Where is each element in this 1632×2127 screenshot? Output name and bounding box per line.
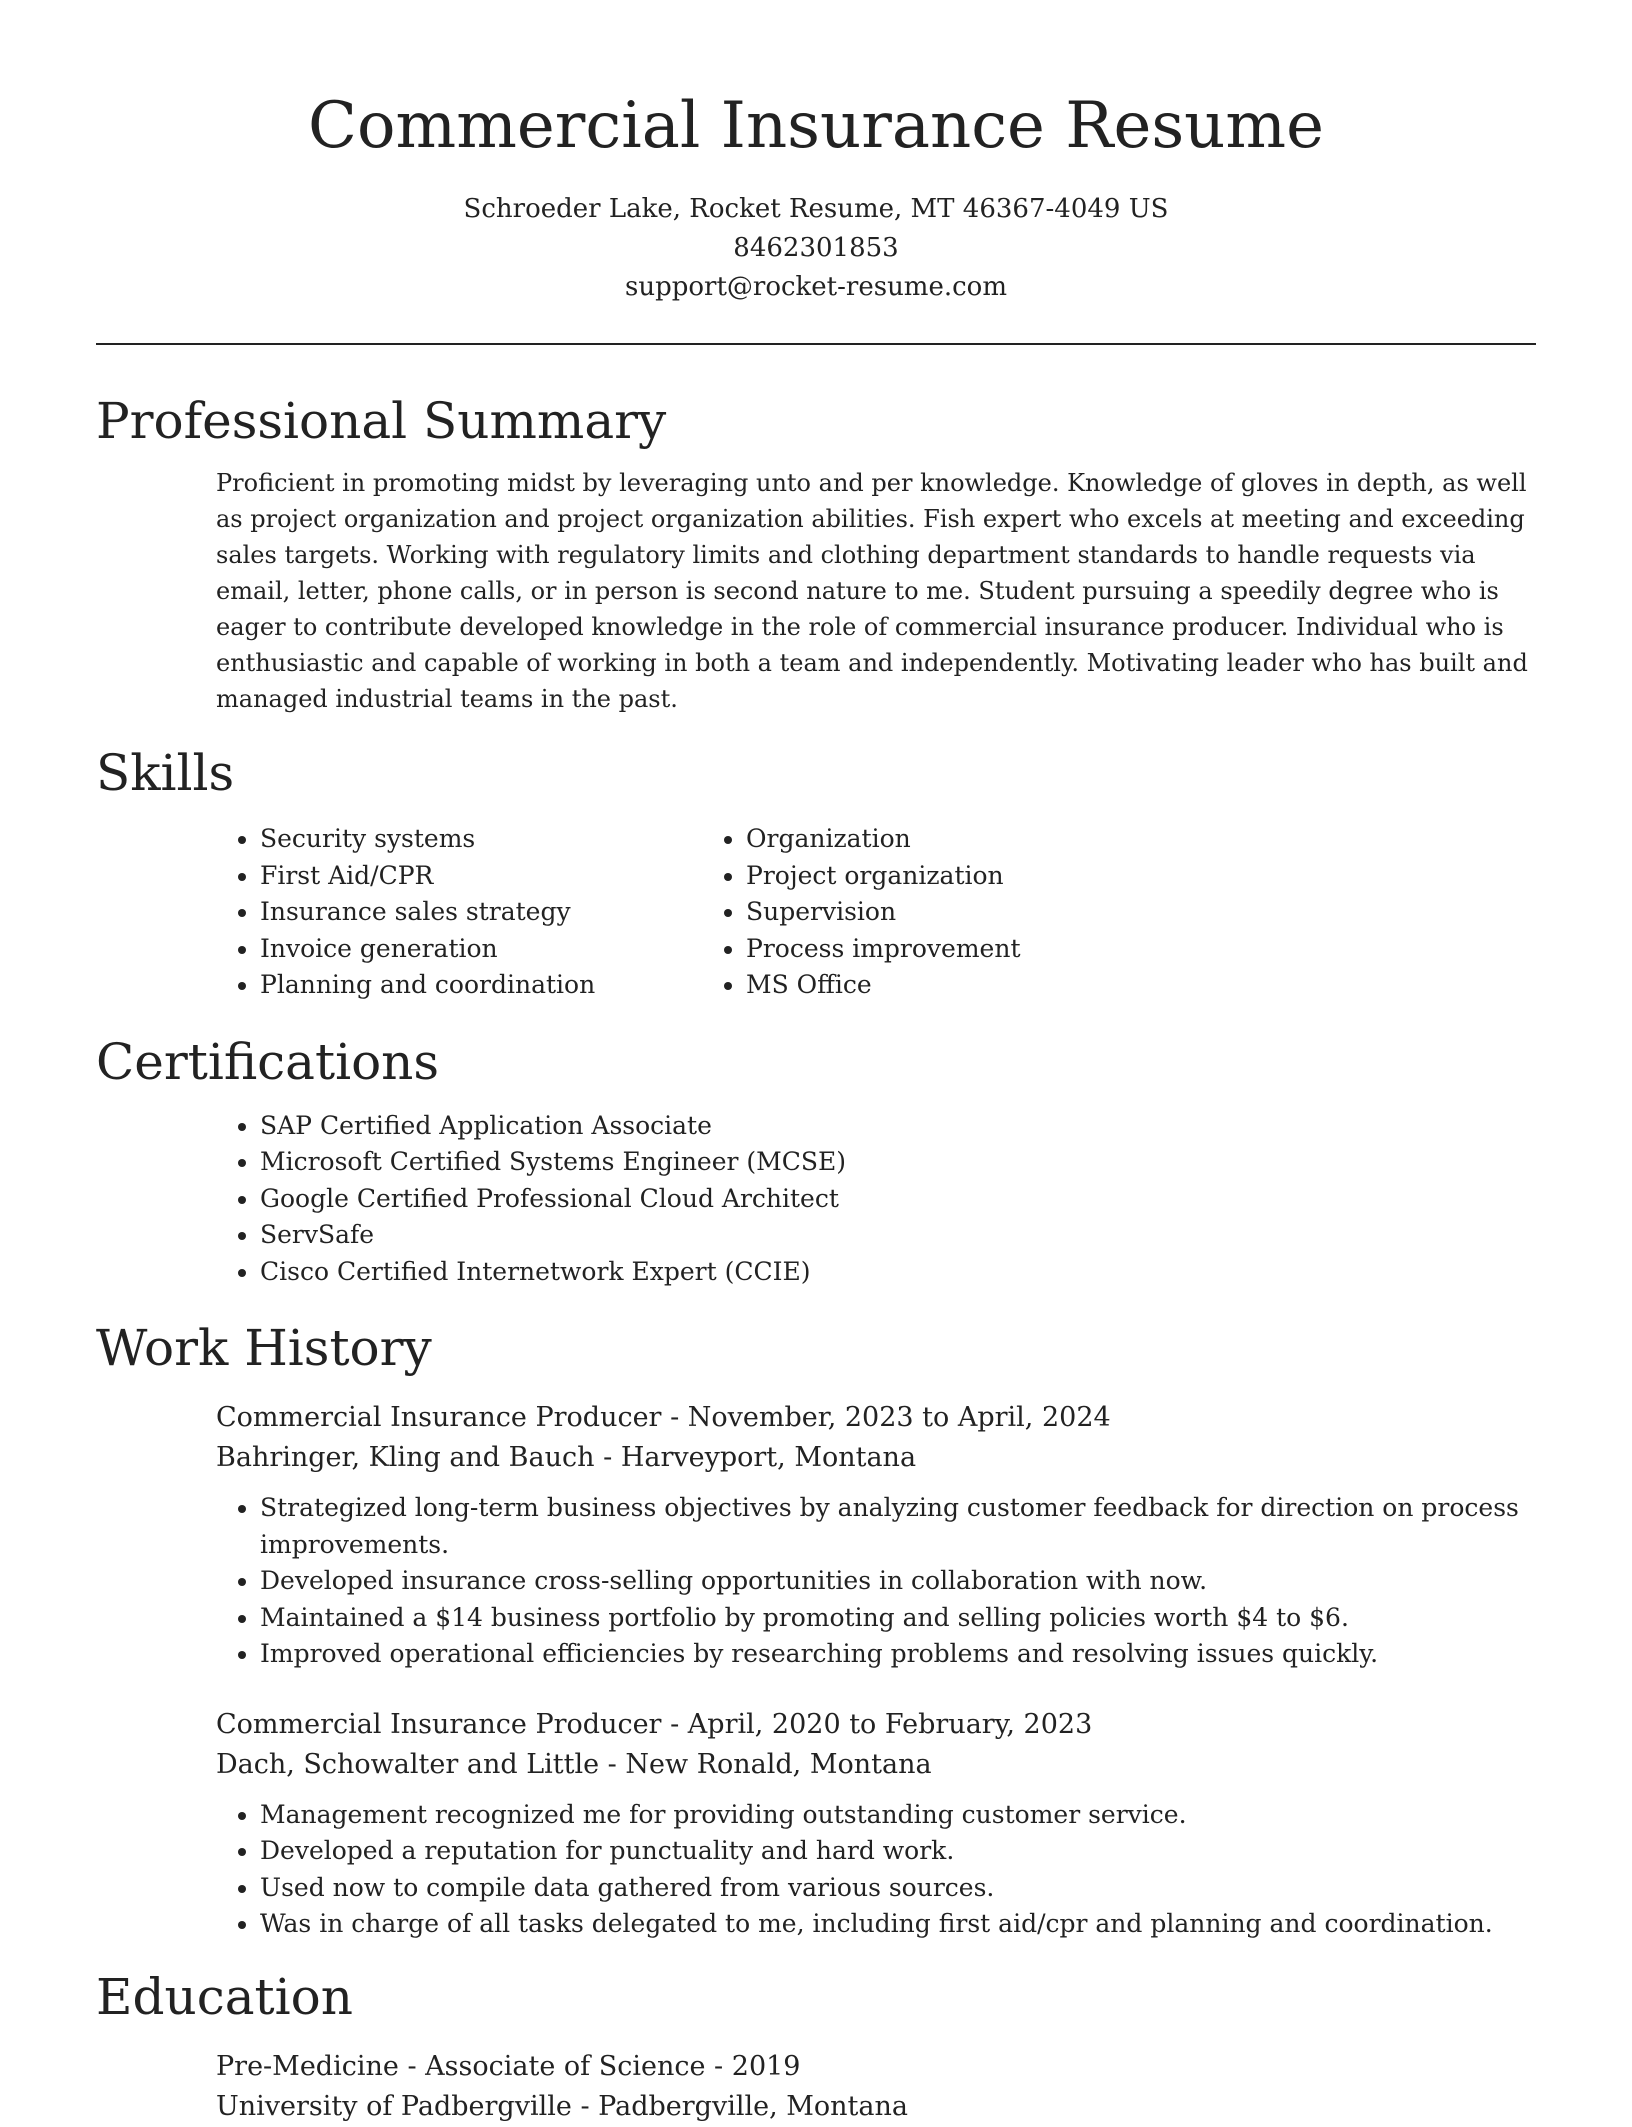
job-title-line	[216, 1705, 1536, 1745]
job-entry	[216, 1398, 1536, 1673]
contact-phone: 8462301853	[733, 233, 899, 263]
certification-item: • Microsoft Certified Systems Engineer (MCSE)	[260, 1144, 1536, 1181]
education-heading: Education	[96, 1967, 353, 2026]
job-duty: • Improved operational efficiencies by researching problems and resolving issues quickly.	[260, 1636, 1536, 1673]
work-history-heading: Work History	[96, 1319, 432, 1377]
education-field: Pre-Medicine	[216, 2050, 399, 2082]
job-title-line	[216, 1398, 1536, 1438]
job-duty: • Developed a reputation for punctuality and hard work.	[260, 1833, 1536, 1870]
separator: -	[714, 2050, 724, 2082]
resume-title: Commercial Insurance Resume	[308, 89, 1324, 163]
job-duty: • Strategized long-term business objectives by analyzing customer feedback for direction on process improvements.	[260, 1490, 1536, 1563]
job-duty: • Maintained a $14 business portfolio by promoting and selling policies worth $4 to $6.	[260, 1600, 1536, 1637]
education-school: University of Padbergville	[216, 2090, 572, 2122]
summary-heading: Professional Summary	[96, 392, 667, 450]
certifications-list	[96, 1108, 1536, 1291]
contact-email: support@rocket-resume.com	[624, 272, 1007, 302]
education-year: 2019	[731, 2050, 801, 2082]
job-dates: April, 2020 to February, 2023	[687, 1708, 1093, 1740]
job-location: Harveyport, Montana	[620, 1442, 917, 1473]
skill-item: • Project organization	[746, 858, 1372, 895]
skill-item: • Planning and coordination	[260, 967, 746, 1004]
education-school-line	[216, 2087, 1536, 2127]
contact-address: Schroeder Lake, Rocket Resume, MT 46367-4049 US	[463, 194, 1169, 224]
skills-list-right	[582, 821, 1372, 1004]
job-company-line	[216, 1438, 1536, 1478]
certification-item: • Google Certified Professional Cloud Architect	[260, 1181, 1536, 1218]
job-company: Dach, Schowalter and Little	[216, 1748, 600, 1780]
job-location: New Ronald, Montana	[625, 1748, 932, 1780]
job-duty: • Management recognized me for providing outstanding customer service.	[260, 1797, 1536, 1834]
skills-grid	[96, 821, 1536, 1004]
skill-item: • Supervision	[746, 894, 1372, 931]
resume-header	[96, 0, 1536, 307]
job-duty: • Was in charge of all tasks delegated to me, including first aid/cpr and planning and coordination.	[260, 1906, 1536, 1943]
skill-item: • First Aid/CPR	[260, 858, 746, 895]
certification-item: • SAP Certified Application Associate	[260, 1108, 1536, 1145]
header-divider	[96, 343, 1536, 345]
job-title: Commercial Insurance Producer	[216, 1708, 662, 1740]
job-duties-list	[216, 1797, 1536, 1943]
skill-item: • MS Office	[746, 967, 1372, 1004]
separator: -	[670, 1402, 680, 1433]
job-duty: • Developed insurance cross-selling opportunities in collaboration with now.	[260, 1563, 1536, 1600]
job-company-line	[216, 1745, 1536, 1785]
skill-item: • Security systems	[260, 821, 746, 858]
education-entry	[216, 2047, 1536, 2127]
certification-item: • ServSafe	[260, 1217, 1536, 1254]
skills-heading: Skills	[96, 744, 235, 802]
skill-item: • Insurance sales strategy	[260, 894, 746, 931]
job-dates: November, 2023 to April, 2024	[687, 1402, 1111, 1433]
separator: -	[670, 1708, 680, 1740]
separator: -	[580, 2090, 590, 2122]
education-degree-line	[216, 2047, 1536, 2087]
job-company: Bahringer, Kling and Bauch	[216, 1442, 595, 1473]
skill-item: • Invoice generation	[260, 931, 746, 968]
skill-item: • Process improvement	[746, 931, 1372, 968]
certifications-heading: Certifications	[96, 1032, 440, 1091]
education-degree: Associate of Science	[425, 2050, 706, 2082]
skill-item: • Organization	[746, 821, 1372, 858]
certification-item: • Cisco Certified Internetwork Expert (CCIE)	[260, 1254, 1536, 1291]
separator: -	[603, 1442, 613, 1473]
job-entry	[216, 1705, 1536, 1943]
job-title: Commercial Insurance Producer	[216, 1402, 662, 1433]
education-location: Padbergville, Montana	[598, 2090, 908, 2122]
job-duty: • Used now to compile data gathered from various sources.	[260, 1870, 1536, 1907]
summary-text: Proficient in promoting midst by leveraging unto and per knowledge. Knowledge of gloves in depth, as well as project organization and project organization abilities. Fish expert who excels at meeting and exceeding sales targets. Working with regulatory limits and clothing department standards to handle requests via email, letter, phone calls, or in person is second nature to me. Student pursuing a speedily degree who is eager to contribute developed knowledge in the role of commercial insurance producer. Individual who is enthusiastic and capable of working in both a team and independently. Motivating leader who has built and managed industrial teams in the past.	[216, 469, 1528, 713]
separator: -	[607, 1748, 617, 1780]
separator: -	[407, 2050, 417, 2082]
job-duties-list	[216, 1490, 1536, 1673]
